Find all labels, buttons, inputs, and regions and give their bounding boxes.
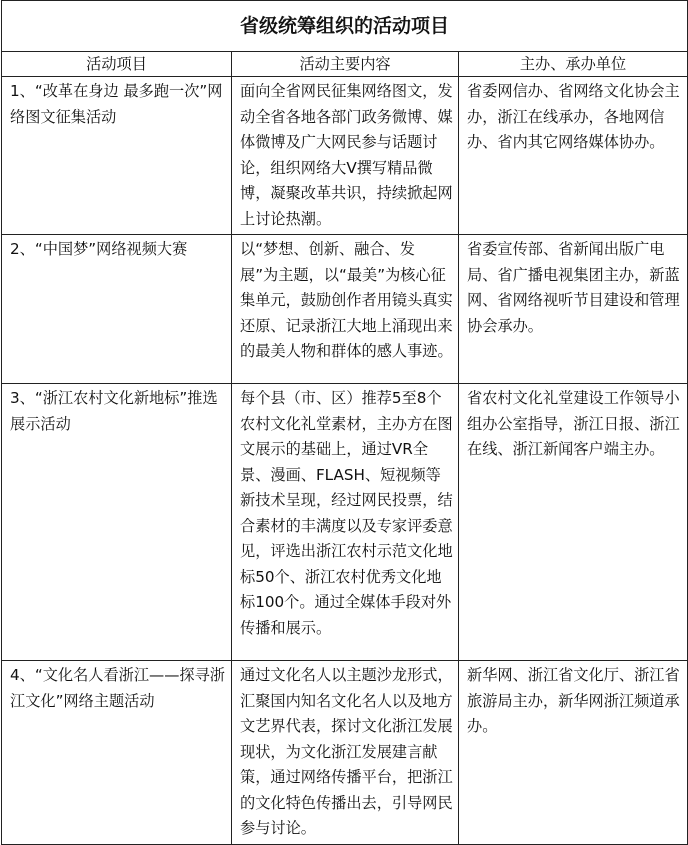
project-cell: 2、“中国梦”网络视频大赛	[2, 235, 232, 384]
content-cell: 通过文化名人以主题沙龙形式，汇聚国内知名文化名人以及地方文艺界代表，探讨文化浙江发展现状，为文化浙江发展建言献策，通过网络传播平台，把浙江的文化特色传播出去，引导网民参与讨论。	[232, 661, 459, 845]
project-cell: 1、“改革在身边 最多跑一次”网络图文征集活动	[2, 77, 232, 235]
table-row	[2, 77, 688, 235]
header-organizers: 主办、承办单位	[459, 52, 688, 77]
content-cell: 每个县（市、区）推荐5至8个农村文化礼堂素材，主办方在图文展示的基础上，通过VR全景、漫画、FLASH、短视频等新技术呈现，经过网民投票，结合素材的丰满度以及专家评委意见，评选出浙江农村示范文化地标50个、浙江农村优秀文化地标100个。通过全媒体手段对外传播和展示。	[232, 384, 459, 661]
title-row	[2, 1, 688, 52]
header-row	[2, 52, 688, 77]
content-cell: 面向全省网民征集网络图文，发动全省各地各部门政务微博、媒体微博及广大网民参与话题讨论，组织网络大V撰写精品微博，凝聚改革共识，持续掀起网上讨论热潮。	[232, 77, 459, 235]
table-row	[2, 235, 688, 384]
header-content: 活动主要内容	[232, 52, 459, 77]
project-cell: 3、“浙江农村文化新地标”推选展示活动	[2, 384, 232, 661]
organizers-cell: 省委宣传部、省新闻出版广电局、省广播电视集团主办，新蓝网、省网络视听节目建设和管理协会承办。	[459, 235, 688, 384]
activity-table	[1, 0, 688, 845]
header-project: 活动项目	[2, 52, 232, 77]
activity-table-sheet	[1, 0, 687, 845]
table-row	[2, 661, 688, 845]
organizers-cell: 省委网信办、省网络文化协会主办，浙江在线承办，各地网信办、省内其它网络媒体协办。	[459, 77, 688, 235]
organizers-cell: 新华网、浙江省文化厅、浙江省旅游局主办，新华网浙江频道承办。	[459, 661, 688, 845]
organizers-cell: 省农村文化礼堂建设工作领导小组办公室指导，浙江日报、浙江在线、浙江新闻客户端主办。	[459, 384, 688, 661]
content-cell: 以“梦想、创新、融合、发展”为主题，以“最美”为核心征集单元，鼓励创作者用镜头真实还原、记录浙江大地上涌现出来的最美人物和群体的感人事迹。	[232, 235, 459, 384]
table-title: 省级统筹组织的活动项目	[2, 1, 688, 52]
project-cell: 4、“文化名人看浙江——探寻浙江文化”网络主题活动	[2, 661, 232, 845]
table-row	[2, 384, 688, 661]
